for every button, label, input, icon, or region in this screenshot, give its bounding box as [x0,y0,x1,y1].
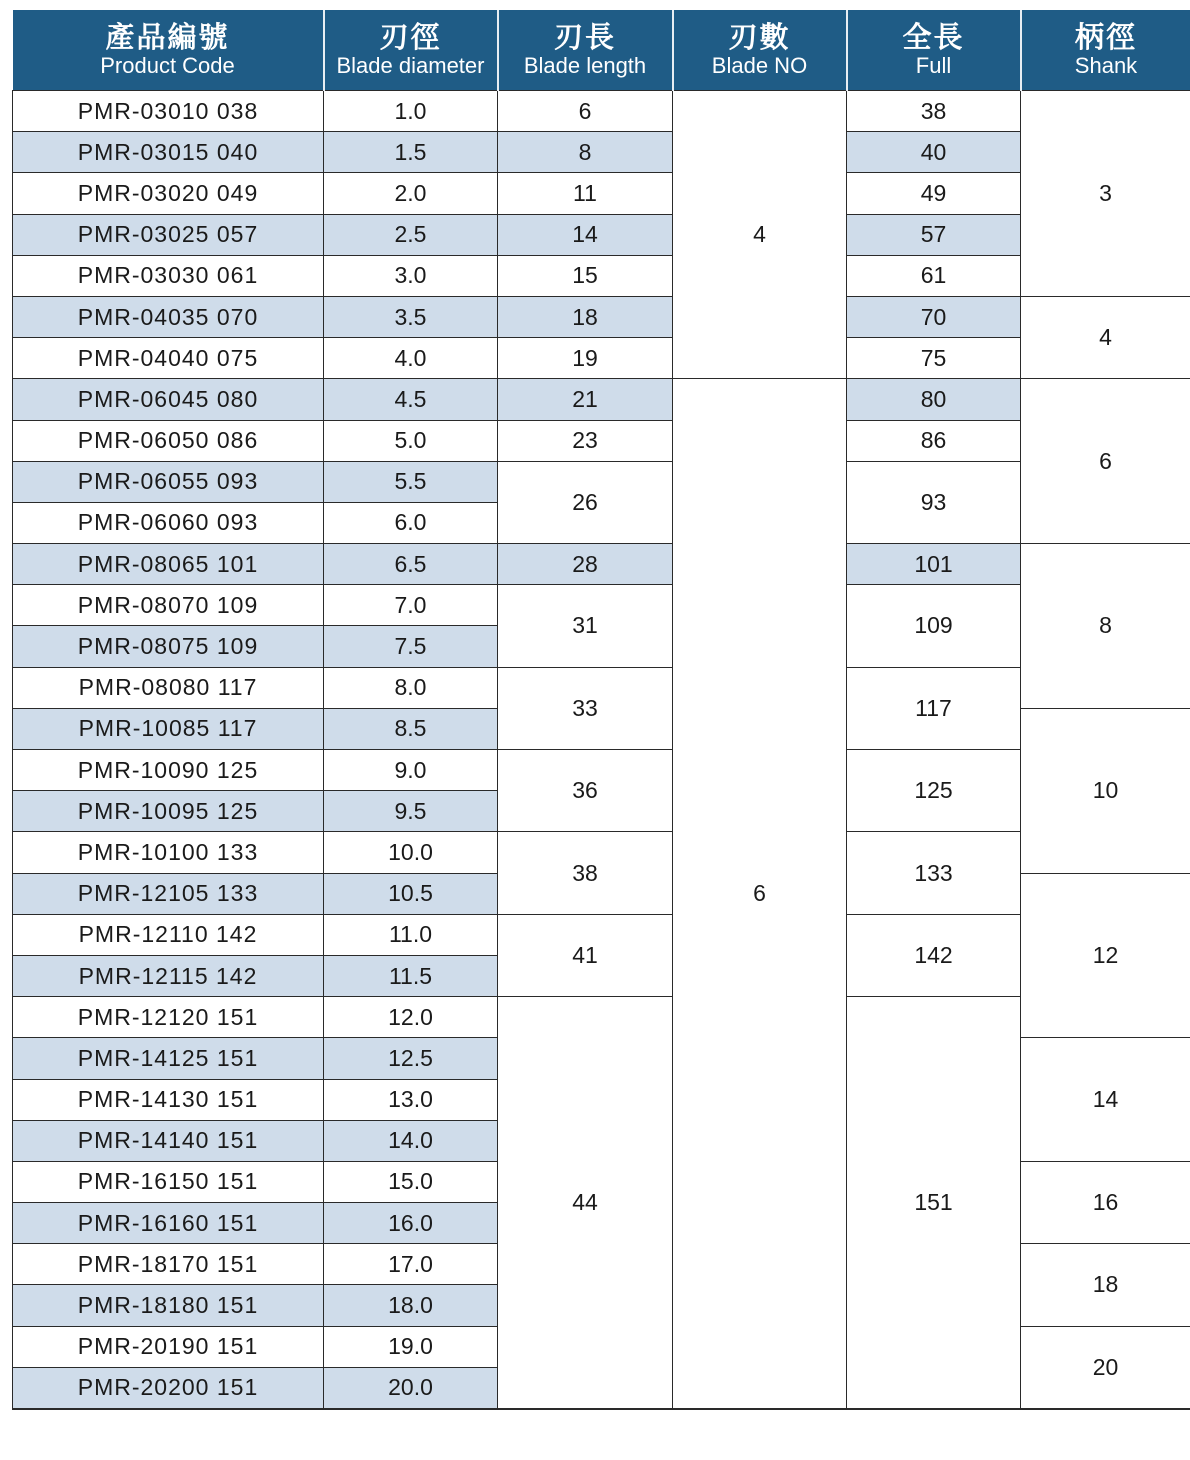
blade-diameter-cell: 6.5 [324,544,498,585]
blade-no-cell: 6 [673,379,847,1409]
blade-diameter-cell: 13.0 [324,1079,498,1120]
blade-diameter-cell: 1.0 [324,91,498,132]
header-shank-zh: 柄徑 [1074,20,1137,54]
table-row [13,750,1190,791]
blade-diameter-cell: 18.0 [324,1285,498,1326]
blade-length-cell: 11 [498,173,673,214]
blade-diameter-cell: 5.5 [324,461,498,502]
blade-diameter-cell: 4.5 [324,379,498,420]
header-full-length [847,10,1021,91]
table-row [13,296,1190,337]
product-code-cell: PMR-10090 125 [13,750,324,791]
shank-cell: 16 [1021,1161,1190,1243]
table-row [13,255,1190,296]
header-shank-en: Shank [1074,53,1138,78]
product-code-cell: PMR-08075 109 [13,626,324,667]
blade-diameter-cell: 20.0 [324,1367,498,1409]
blade-length-cell: 23 [498,420,673,461]
blade-diameter-cell: 7.5 [324,626,498,667]
header-full-length-zh: 全長 [902,20,965,54]
full-length-cell: 40 [847,132,1021,173]
blade-diameter-cell: 8.0 [324,667,498,708]
product-code-cell: PMR-10100 133 [13,832,324,873]
blade-diameter-cell: 12.5 [324,1038,498,1079]
blade-length-cell: 19 [498,338,673,379]
full-length-cell: 38 [847,91,1021,132]
blade-diameter-cell: 3.0 [324,255,498,296]
full-length-cell: 125 [847,750,1021,832]
header-blade-diameter-zh: 刃徑 [379,20,442,54]
blade-diameter-cell: 17.0 [324,1244,498,1285]
full-length-cell: 117 [847,667,1021,749]
header-blade-length-zh: 刃長 [553,20,616,54]
header-blade-diameter-en: Blade diameter [336,53,485,78]
header-shank [1021,10,1190,91]
product-code-cell: PMR-08065 101 [13,544,324,585]
blade-diameter-cell: 10.0 [324,832,498,873]
full-length-cell: 75 [847,338,1021,379]
product-code-cell: PMR-10085 117 [13,708,324,749]
product-code-cell: PMR-12120 151 [13,997,324,1038]
header-blade-no [673,10,847,91]
full-length-cell: 101 [847,544,1021,585]
blade-length-cell: 38 [498,832,673,914]
full-length-cell: 61 [847,255,1021,296]
blade-diameter-cell: 6.0 [324,502,498,543]
header-row [13,10,1190,91]
blade-length-cell: 14 [498,214,673,255]
product-code-cell: PMR-18170 151 [13,1244,324,1285]
shank-cell: 8 [1021,544,1190,709]
table-row [13,544,1190,585]
blade-diameter-cell: 12.0 [324,997,498,1038]
spec-table-body [13,91,1190,1410]
blade-diameter-cell: 2.0 [324,173,498,214]
table-row [13,914,1190,955]
blade-length-cell: 15 [498,255,673,296]
shank-cell: 18 [1021,1244,1190,1326]
table-row [13,832,1190,873]
product-code-cell: PMR-06050 086 [13,420,324,461]
product-code-cell: PMR-08070 109 [13,585,324,626]
blade-diameter-cell: 2.5 [324,214,498,255]
product-code-cell: PMR-06055 093 [13,461,324,502]
full-length-cell: 80 [847,379,1021,420]
blade-length-cell: 6 [498,91,673,132]
shank-cell: 6 [1021,379,1190,544]
full-length-cell: 93 [847,461,1021,543]
product-code-cell: PMR-12105 133 [13,873,324,914]
header-full-length-en: Full [915,53,952,78]
blade-diameter-cell: 15.0 [324,1161,498,1202]
table-row [13,91,1190,132]
product-code-cell: PMR-06060 093 [13,502,324,543]
header-product-code [13,10,324,91]
table-row [13,379,1190,420]
product-code-cell: PMR-20200 151 [13,1367,324,1409]
table-row [13,173,1190,214]
header-blade-no-en: Blade NO [711,53,808,78]
shank-cell: 20 [1021,1326,1190,1409]
table-row [13,132,1190,173]
product-code-cell: PMR-06045 080 [13,379,324,420]
product-code-cell: PMR-03025 057 [13,214,324,255]
product-code-cell: PMR-03030 061 [13,255,324,296]
full-length-cell: 133 [847,832,1021,914]
blade-diameter-cell: 10.5 [324,873,498,914]
product-code-cell: PMR-12110 142 [13,914,324,955]
header-blade-length-en: Blade length [523,53,647,78]
blade-diameter-cell: 16.0 [324,1203,498,1244]
product-code-cell: PMR-04035 070 [13,296,324,337]
blade-diameter-cell: 5.0 [324,420,498,461]
full-length-cell: 49 [847,173,1021,214]
header-blade-diameter [324,10,498,91]
blade-length-cell: 31 [498,585,673,667]
product-code-cell: PMR-04040 075 [13,338,324,379]
table-row [13,585,1190,626]
product-code-cell: PMR-18180 151 [13,1285,324,1326]
header-product-code-zh: 產品編號 [105,20,230,54]
blade-length-cell: 44 [498,997,673,1409]
table-row [13,667,1190,708]
shank-cell: 3 [1021,91,1190,297]
full-length-cell: 151 [847,997,1021,1409]
blade-diameter-cell: 9.5 [324,791,498,832]
product-code-cell: PMR-10095 125 [13,791,324,832]
blade-diameter-cell: 14.0 [324,1120,498,1161]
blade-no-cell: 4 [673,91,847,379]
product-code-cell: PMR-14125 151 [13,1038,324,1079]
header-blade-length [498,10,673,91]
blade-diameter-cell: 3.5 [324,296,498,337]
full-length-cell: 57 [847,214,1021,255]
blade-length-cell: 21 [498,379,673,420]
blade-length-cell: 36 [498,750,673,832]
blade-length-cell: 33 [498,667,673,749]
blade-length-cell: 41 [498,914,673,996]
blade-diameter-cell: 4.0 [324,338,498,379]
blade-diameter-cell: 1.5 [324,132,498,173]
shank-cell: 12 [1021,873,1190,1038]
blade-diameter-cell: 19.0 [324,1326,498,1367]
product-code-cell: PMR-16160 151 [13,1203,324,1244]
header-product-code-en: Product Code [100,53,235,78]
shank-cell: 10 [1021,708,1190,873]
table-row [13,420,1190,461]
product-code-cell: PMR-14140 151 [13,1120,324,1161]
full-length-cell: 70 [847,296,1021,337]
table-row [13,997,1190,1038]
table-row [13,214,1190,255]
full-length-cell: 86 [847,420,1021,461]
product-code-cell: PMR-08080 117 [13,667,324,708]
product-code-cell: PMR-03010 038 [13,91,324,132]
product-code-cell: PMR-14130 151 [13,1079,324,1120]
product-code-cell: PMR-20190 151 [13,1326,324,1367]
full-length-cell: 142 [847,914,1021,996]
blade-length-cell: 18 [498,296,673,337]
table-row [13,461,1190,502]
table-row [13,338,1190,379]
product-code-cell: PMR-03015 040 [13,132,324,173]
product-code-cell: PMR-16150 151 [13,1161,324,1202]
blade-diameter-cell: 7.0 [324,585,498,626]
blade-length-cell: 28 [498,544,673,585]
header-blade-no-zh: 刃數 [728,20,791,54]
blade-diameter-cell: 11.0 [324,914,498,955]
blade-diameter-cell: 11.5 [324,955,498,996]
full-length-cell: 109 [847,585,1021,667]
blade-length-cell: 8 [498,132,673,173]
spec-table [12,10,1190,1410]
blade-diameter-cell: 9.0 [324,750,498,791]
shank-cell: 14 [1021,1038,1190,1162]
blade-length-cell: 26 [498,461,673,543]
shank-cell: 4 [1021,296,1190,378]
blade-diameter-cell: 8.5 [324,708,498,749]
product-code-cell: PMR-03020 049 [13,173,324,214]
product-code-cell: PMR-12115 142 [13,955,324,996]
